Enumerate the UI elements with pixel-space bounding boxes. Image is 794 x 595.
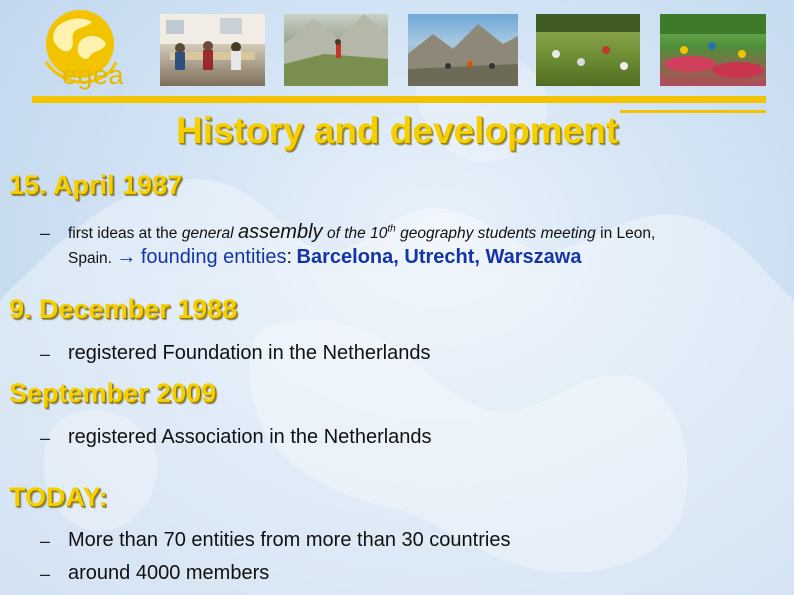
- bullet-dash: –: [40, 564, 51, 584]
- heading-december-1988: 9. December 1988: [9, 294, 238, 324]
- section4-item-entities: More than 70 entities from more than 30 countries: [68, 529, 511, 551]
- section1-line1: first ideas at the general assembly of the 10th geography students meeting in Leon,: [68, 221, 656, 243]
- bullet-dash: –: [40, 223, 51, 243]
- arrow-right-icon: →: [116, 246, 137, 268]
- header-divider-bar: [32, 96, 766, 103]
- rafting-photo: [660, 14, 766, 86]
- hiking-photo: [284, 14, 388, 86]
- field-photo: [536, 14, 640, 86]
- heading-today: TODAY:: [9, 482, 108, 512]
- section3-item: registered Association in the Netherlands: [68, 426, 432, 448]
- section2-item: registered Foundation in the Netherlands: [68, 342, 431, 364]
- bullet-dash: –: [40, 428, 51, 448]
- logo-text: egea: [62, 60, 125, 90]
- mountain-photo: [408, 14, 518, 86]
- bullet-dash: –: [40, 344, 51, 364]
- classroom-photo: [160, 14, 265, 86]
- bullet-dash: –: [40, 531, 51, 551]
- page-title: History and development: [175, 110, 619, 151]
- heading-april-1987: 15. April 1987: [9, 170, 183, 200]
- heading-september-2009: September 2009: [9, 378, 217, 408]
- section1-line2: Spain. → founding entities: Barcelona, Utrecht, Warszawa: [68, 246, 582, 268]
- section4-item-members: around 4000 members: [68, 562, 270, 584]
